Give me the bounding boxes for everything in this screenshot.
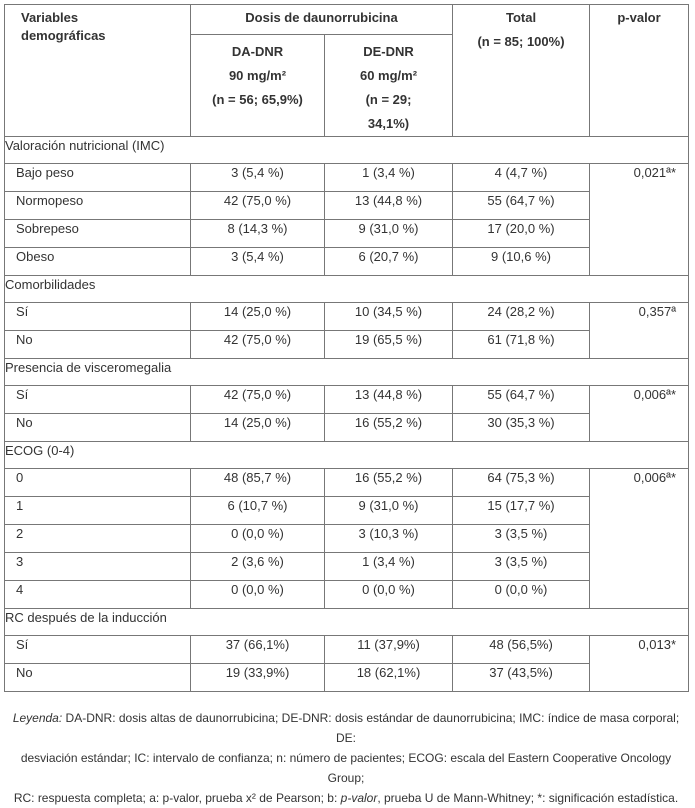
table-row xyxy=(5,164,689,192)
table-row xyxy=(5,248,689,276)
table-row xyxy=(5,331,689,359)
total-value: 15 (17,7 %) xyxy=(453,497,590,525)
total-value: 24 (28,2 %) xyxy=(453,303,590,331)
total-value: 55 (64,7 %) xyxy=(453,386,590,414)
da-dnr-value: 14 (25,0 %) xyxy=(191,414,325,442)
table-row xyxy=(5,553,689,581)
section-title: Presencia de visceromegalia xyxy=(5,359,689,386)
total-value: 48 (56,5%) xyxy=(453,636,590,664)
row-label: Obeso xyxy=(5,248,191,276)
section-row xyxy=(5,276,689,303)
de-dnr-value: 18 (62,1%) xyxy=(325,664,453,692)
row-label: Sí xyxy=(5,636,191,664)
total-value: 37 (43,5%) xyxy=(453,664,590,692)
row-label: 0 xyxy=(5,469,191,497)
de-dnr-value: 16 (55,2 %) xyxy=(325,469,453,497)
row-label: Bajo peso xyxy=(5,164,191,192)
da-dnr-value: 3 (5,4 %) xyxy=(191,164,325,192)
section-title: Valoración nutricional (IMC) xyxy=(5,137,689,164)
da-dnr-value: 48 (85,7 %) xyxy=(191,469,325,497)
de-dnr-value: 10 (34,5 %) xyxy=(325,303,453,331)
table-row xyxy=(5,414,689,442)
total-value: 9 (10,6 %) xyxy=(453,248,590,276)
table-row xyxy=(5,220,689,248)
da-dnr-value: 0 (0,0 %) xyxy=(191,581,325,609)
de-dnr-value: 16 (55,2 %) xyxy=(325,414,453,442)
demographics-table xyxy=(4,4,689,692)
section-row xyxy=(5,137,689,164)
row-label: 1 xyxy=(5,497,191,525)
row-label: Sí xyxy=(5,386,191,414)
section-row xyxy=(5,442,689,469)
total-value: 3 (3,5 %) xyxy=(453,553,590,581)
header-de-dnr: DE-DNR 60 mg/m² (n = 29; 34,1%) xyxy=(325,35,453,137)
legend-label: Leyenda: xyxy=(12,711,63,725)
section-title: RC después de la inducción xyxy=(5,609,689,636)
p-value: 0,013* xyxy=(590,636,689,692)
de-dnr-value: 3 (10,3 %) xyxy=(325,525,453,553)
total-value: 30 (35,3 %) xyxy=(453,414,590,442)
de-dnr-value: 1 (3,4 %) xyxy=(325,553,453,581)
row-label: No xyxy=(5,664,191,692)
row-label: Normopeso xyxy=(5,192,191,220)
de-dnr-value: 9 (31,0 %) xyxy=(325,497,453,525)
table-row xyxy=(5,386,689,414)
de-dnr-value: 19 (65,5 %) xyxy=(325,331,453,359)
da-dnr-value: 0 (0,0 %) xyxy=(191,525,325,553)
da-dnr-value: 42 (75,0 %) xyxy=(191,331,325,359)
da-dnr-value: 42 (75,0 %) xyxy=(191,192,325,220)
total-value: 4 (4,7 %) xyxy=(453,164,590,192)
section-row xyxy=(5,359,689,386)
row-label: 2 xyxy=(5,525,191,553)
table-row xyxy=(5,192,689,220)
row-label: 4 xyxy=(5,581,191,609)
de-dnr-value: 6 (20,7 %) xyxy=(325,248,453,276)
table-row xyxy=(5,581,689,609)
p-value: 0,021ª* xyxy=(590,164,689,276)
section-title: ECOG (0-4) xyxy=(5,442,689,469)
p-value: 0,357ª xyxy=(590,303,689,359)
de-dnr-value: 9 (31,0 %) xyxy=(325,220,453,248)
total-value: 3 (3,5 %) xyxy=(453,525,590,553)
table-row xyxy=(5,469,689,497)
table-row xyxy=(5,525,689,553)
row-label: No xyxy=(5,414,191,442)
table-row xyxy=(5,303,689,331)
da-dnr-value: 42 (75,0 %) xyxy=(191,386,325,414)
total-value: 0 (0,0 %) xyxy=(453,581,590,609)
de-dnr-value: 11 (37,9%) xyxy=(325,636,453,664)
row-label: 3 xyxy=(5,553,191,581)
header-da-dnr: DA-DNR 90 mg/m² (n = 56; 65,9%) xyxy=(191,35,325,137)
header-variables: Variables demográficas xyxy=(5,5,191,137)
total-value: 17 (20,0 %) xyxy=(453,220,590,248)
header-dosis: Dosis de daunorrubicina xyxy=(191,5,453,35)
total-value: 55 (64,7 %) xyxy=(453,192,590,220)
section-title: Comorbilidades xyxy=(5,276,689,303)
de-dnr-value: 13 (44,8 %) xyxy=(325,386,453,414)
de-dnr-value: 1 (3,4 %) xyxy=(325,164,453,192)
header-pvalor: p-valor xyxy=(590,5,689,137)
p-value: 0,006ª* xyxy=(590,469,689,609)
table-legend: Leyenda: DA-DNR: dosis altas de daunorrubicina; DE-DNR: dosis estándar de daunorrubicina; IMC: índice de masa corporal; DE: desviación estándar; IC: intervalo de confianza; n: número de pacientes; ECOG: escala del Eastern Cooperative Oncology Group; RC: respuesta completa; a: p-valor, prueba x² de Pearson; b: p-valor, prueba U de Mann-Whitney; *: significación estadística. xyxy=(12,711,680,805)
da-dnr-value: 2 (3,6 %) xyxy=(191,553,325,581)
row-label: Sí xyxy=(5,303,191,331)
total-value: 64 (75,3 %) xyxy=(453,469,590,497)
table-row xyxy=(5,636,689,664)
total-value: 61 (71,8 %) xyxy=(453,331,590,359)
section-row xyxy=(5,609,689,636)
header-total: Total (n = 85; 100%) xyxy=(453,5,590,137)
row-label: No xyxy=(5,331,191,359)
p-value: 0,006ª* xyxy=(590,386,689,442)
de-dnr-value: 0 (0,0 %) xyxy=(325,581,453,609)
da-dnr-value: 14 (25,0 %) xyxy=(191,303,325,331)
table-row xyxy=(5,497,689,525)
da-dnr-value: 3 (5,4 %) xyxy=(191,248,325,276)
table-row xyxy=(5,664,689,692)
header-total-n: (n = 85; 100%) xyxy=(477,34,565,49)
da-dnr-value: 6 (10,7 %) xyxy=(191,497,325,525)
table-body xyxy=(5,137,689,692)
de-dnr-value: 13 (44,8 %) xyxy=(325,192,453,220)
da-dnr-value: 19 (33,9%) xyxy=(191,664,325,692)
da-dnr-value: 8 (14,3 %) xyxy=(191,220,325,248)
header-row-1 xyxy=(5,5,689,35)
row-label: Sobrepeso xyxy=(5,220,191,248)
da-dnr-value: 37 (66,1%) xyxy=(191,636,325,664)
